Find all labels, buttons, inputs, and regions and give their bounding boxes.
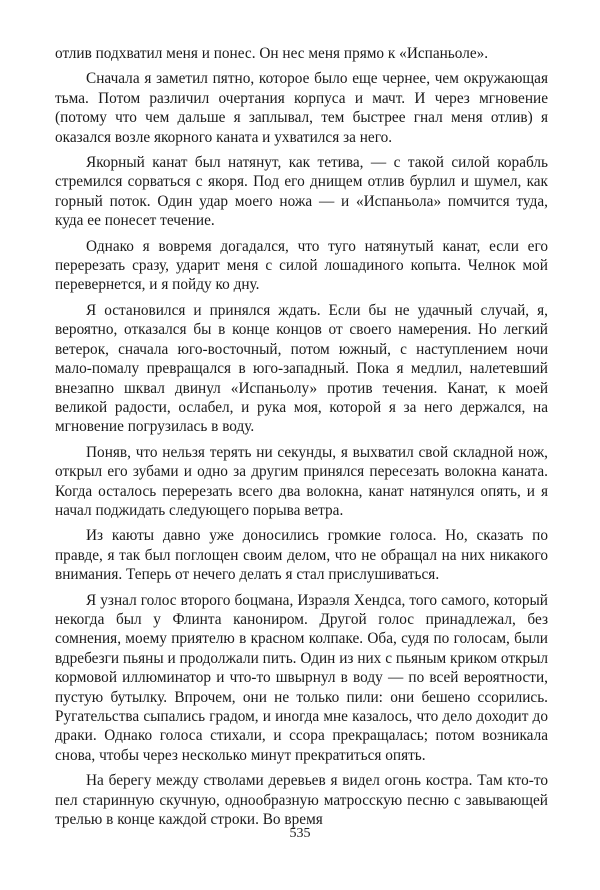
paragraph-3: Якорный канат был натянут, как тетива, — с такой силой корабль стремился сорваться с якоря. Под его днищем отлив бурлил и шумел, как горный поток. Один удар моего ножа — и «Испаньола» помчится туда, куда ее понесет течение.: [55, 154, 548, 230]
paragraph-8: Я узнал голос второго боцмана, Израэля Хендса, того самого, который некогда был у Флинта канониром. Другой голос принадлежал, без сомнения, моему приятелю в красном колпаке. Оба, судя по голосам, были вдребезги пьяны и продолжали пить. Один из них с пьяным криком открыл кормовой иллюминатор и что-то швырнул в воду — по всей вероятности, пустую бутылку. Впрочем, они не только пили: они бешено ссорились. Ругательства сыпались градом, и иногда мне казалось, что дело доходит до драки. Однако голоса стихали, и ссора прекращалась; потом возникала снова, чтобы через несколько минут прекратиться опять.: [55, 591, 548, 764]
page-text-body: [55, 44, 548, 835]
paragraph-4: Однако я вовремя догадался, что туго натянутый канат, если его перерезать сразу, ударит меня с силой лошадиного копыта. Челнок мой перевернется, и я пойду ко дну.: [55, 237, 548, 294]
paragraph-7: Из каюты давно уже доносились громкие голоса. Но, сказать по правде, я так был поглощен своим делом, что не обращал на них никакого внимания. Теперь от нечего делать я стал прислушиваться.: [55, 527, 548, 584]
paragraph-9: На берегу между стволами деревьев я видел огонь костра. Там кто-то пел старинную скучную, однообразную матросскую песню с завывающей трелью в конце каждой строки. Во время: [55, 772, 548, 829]
paragraph-2: Сначала я заметил пятно, которое было еще чернее, чем окружающая тьма. Потом различил очертания корпуса и мачт. И через мгновение (потому что чем дальше я заплывал, тем быстрее гнал меня отлив) я оказался возле якорного каната и ухватился за него.: [55, 70, 548, 146]
page-number: 535: [289, 826, 311, 841]
paragraph-6: Поняв, что нельзя терять ни секунды, я выхватил свой складной нож, открыл его зубами и одно за другим принялся пересезать волокна каната. Когда осталось перерезать всего два волокна, канат натянулся опять, и я начал поджидать следующего порыва ветра.: [55, 443, 548, 519]
paragraph-5: Я остановился и принялся ждать. Если бы не удачный случай, я, вероятно, отказался бы в конце концов от своего намерения. Но легкий ветерок, сначала юго-восточный, потом южный, с наступлением ночи мало-помалу превращался в юго-западный. Пока я медлил, налетевший внезапно шквал двинул «Испаньолу» против течения. Канат, к моей великой радости, ослабел, и рука моя, которой я за него держался, на мгновение погрузилась в воду.: [55, 301, 548, 436]
paragraph-1: отлив подхватил меня и понес. Он нес меня прямо к «Испаньоле».: [55, 45, 489, 62]
